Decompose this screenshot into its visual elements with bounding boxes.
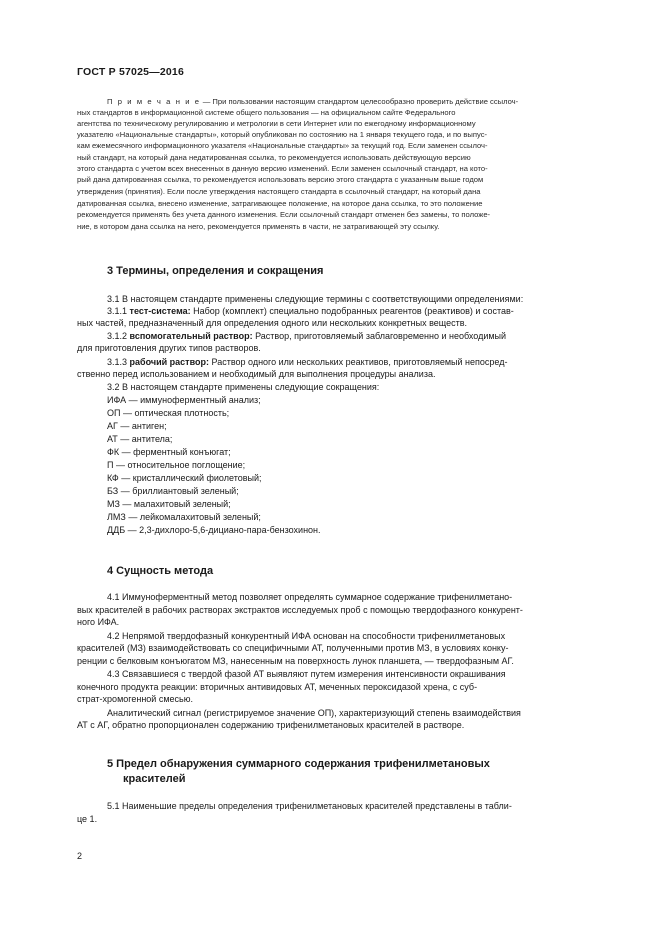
abbreviation: БЗ — бриллиантовый зеленый; bbox=[107, 486, 239, 496]
clause-3-2: 3.2 В настоящем стандарте применены следующие сокращения: bbox=[107, 382, 380, 392]
clause-3-1: 3.1 В настоящем стандарте применены следующие термины с соответствующими определениями: bbox=[107, 294, 524, 304]
term: вспомогательный раствор: bbox=[129, 331, 253, 341]
abbreviation: АТ — антитела; bbox=[107, 434, 173, 444]
document-header: ГОСТ Р 57025—2016 bbox=[77, 66, 185, 78]
paragraph-line: страт-хромогенной смесью. bbox=[77, 694, 193, 704]
abbreviation: МЗ — малахитовый зеленый; bbox=[107, 499, 231, 509]
abbreviation: ОП — оптическая плотность; bbox=[107, 408, 230, 418]
note-line-1 bbox=[77, 96, 585, 107]
paragraph-line: красителей (МЗ) взаимодействовать со специфичными АТ, полученными против МЗ, в условиях конку- bbox=[77, 643, 509, 653]
clause-3-1-3 bbox=[107, 357, 507, 367]
definition-cont: для приготовления других типов растворов. bbox=[77, 343, 261, 353]
abbreviation: АГ — антиген; bbox=[107, 421, 167, 431]
clause-number: 3.1.3 bbox=[107, 357, 130, 367]
note-line: рый дана датированная ссылка, то рекомендуется использовать версию этого стандарта с указанным выше годом bbox=[77, 175, 484, 184]
page-number: 2 bbox=[77, 851, 83, 861]
paragraph-line: ного ИФА. bbox=[77, 617, 120, 627]
clause-5-1-cont: це 1. bbox=[77, 814, 98, 824]
note-line: кам ежемесячного информационного указателя «Национальные стандарты» за текущий год. Если заменен ссылоч- bbox=[77, 141, 488, 150]
definition: Набор (комплект) специально подобранных реагентов (реактивов) и состав- bbox=[190, 306, 514, 316]
note-line: рекомендуется применять без учета данного изменения. Если ссылочный стандарт отменен без замены, то положе- bbox=[77, 210, 491, 219]
definition: Раствор одного или нескольких реактивов, приготовляемый непосред- bbox=[208, 357, 508, 367]
abbreviation: ИФА — иммуноферментный анализ; bbox=[107, 395, 261, 405]
clause-3-1-1 bbox=[107, 306, 514, 316]
term: тест-система: bbox=[129, 306, 191, 316]
paragraph-line: Аналитический сигнал (регистрируемое значение ОП), характеризующий степень взаимодействия bbox=[107, 708, 521, 718]
definition-cont: ственно перед использованием и необходимый для выполнения процедуры анализа. bbox=[77, 369, 436, 379]
note-line: ных стандартов в информационной системе общего пользования — на официальном сайте Федерального bbox=[77, 108, 456, 117]
note-line: ние, в котором дана ссылка на него, рекомендуется применять в части, не затрагивающей эту ссылку. bbox=[77, 222, 440, 231]
paragraph-line: вых красителей в рабочих растворах экстрактов исследуемых проб с помощью твердофазного конкурент- bbox=[77, 605, 523, 615]
clause-5-1: 5.1 Наименьшие пределы определения трифенилметановых красителей представлены в табли- bbox=[107, 801, 512, 811]
note-line: утверждения (принятия). Если после утверждения настоящего стандарта в ссылочный стандарт, на который дана bbox=[77, 187, 481, 196]
section-4-heading: 4 Сущность метода bbox=[107, 565, 214, 577]
paragraph-line: АТ с АГ, обратно пропорционален содержанию трифенилметановых красителей в растворе. bbox=[77, 720, 465, 730]
note-line: ный стандарт, на который дана недатированная ссылка, то рекомендуется использовать действующую версию bbox=[77, 153, 471, 162]
section-5-heading-cont: красителей bbox=[123, 773, 186, 785]
note-line: указателю «Национальные стандарты», который опубликован по состоянию на 1 января текущего года, и по выпус- bbox=[77, 130, 488, 139]
abbreviation: КФ — кристаллический фиолетовый; bbox=[107, 473, 262, 483]
term: рабочий раствор: bbox=[129, 357, 209, 367]
paragraph-line: 4.2 Непрямой твердофазный конкурентный ИФА основан на способности трифенилметановых bbox=[107, 631, 506, 641]
abbreviation: ЛМЗ — лейкомалахитовый зеленый; bbox=[107, 512, 261, 522]
clause-number: 3.1.2 bbox=[107, 331, 130, 341]
note-line: агентства по техническому регулированию и метрологии в сети Интернет или по ежегодному информационному bbox=[77, 119, 476, 128]
clause-number: 3.1.1 bbox=[107, 306, 130, 316]
paragraph-line: 4.3 Связавшиеся с твердой фазой АТ выявляют путем измерения интенсивности окрашивания bbox=[107, 669, 506, 679]
paragraph-line: 4.1 Иммуноферментный метод позволяет определять суммарное содержание трифенилметано- bbox=[107, 592, 513, 602]
abbreviation: П — относительное поглощение; bbox=[107, 460, 246, 470]
definition-cont: ных частей, предназначенный для определения одного или нескольких конкретных веществ. bbox=[77, 318, 467, 328]
abbreviation: ФК — ферментный конъюгат; bbox=[107, 447, 231, 457]
section-3-heading: 3 Термины, определения и сокращения bbox=[107, 265, 324, 277]
section-5-heading: 5 Предел обнаружения суммарного содержания трифенилметановых bbox=[107, 758, 490, 770]
abbreviation: ДДБ — 2,3-дихлоро-5,6-дициано-пара-бензохинон. bbox=[107, 525, 321, 535]
note-label: П р и м е ч а н и е bbox=[107, 97, 201, 106]
note-line: датированная ссылка, внесено изменение, затрагивающее положение, на которое дана ссылка, то это положение bbox=[77, 199, 483, 208]
note-text: — При пользовании настоящим стандартом целесообразно проверить действие ссылоч- bbox=[200, 97, 519, 106]
paragraph-line: ренции с белковым конъюгатом МЗ, нанесенным на поверхность лунок планшета, — твердофазным АГ. bbox=[77, 656, 514, 666]
clause-3-1-2 bbox=[107, 331, 506, 341]
paragraph-line: конечного продукта реакции: вторичных антивидовых АТ, меченных пероксидазой хрена, с суб- bbox=[77, 682, 478, 692]
note-line: этого стандарта с учетом всех внесенных в данную версию изменений. Если заменен ссылочный стандарт, на кото- bbox=[77, 164, 488, 173]
definition: Раствор, приготовляемый заблаговременно и необходимый bbox=[252, 331, 507, 341]
